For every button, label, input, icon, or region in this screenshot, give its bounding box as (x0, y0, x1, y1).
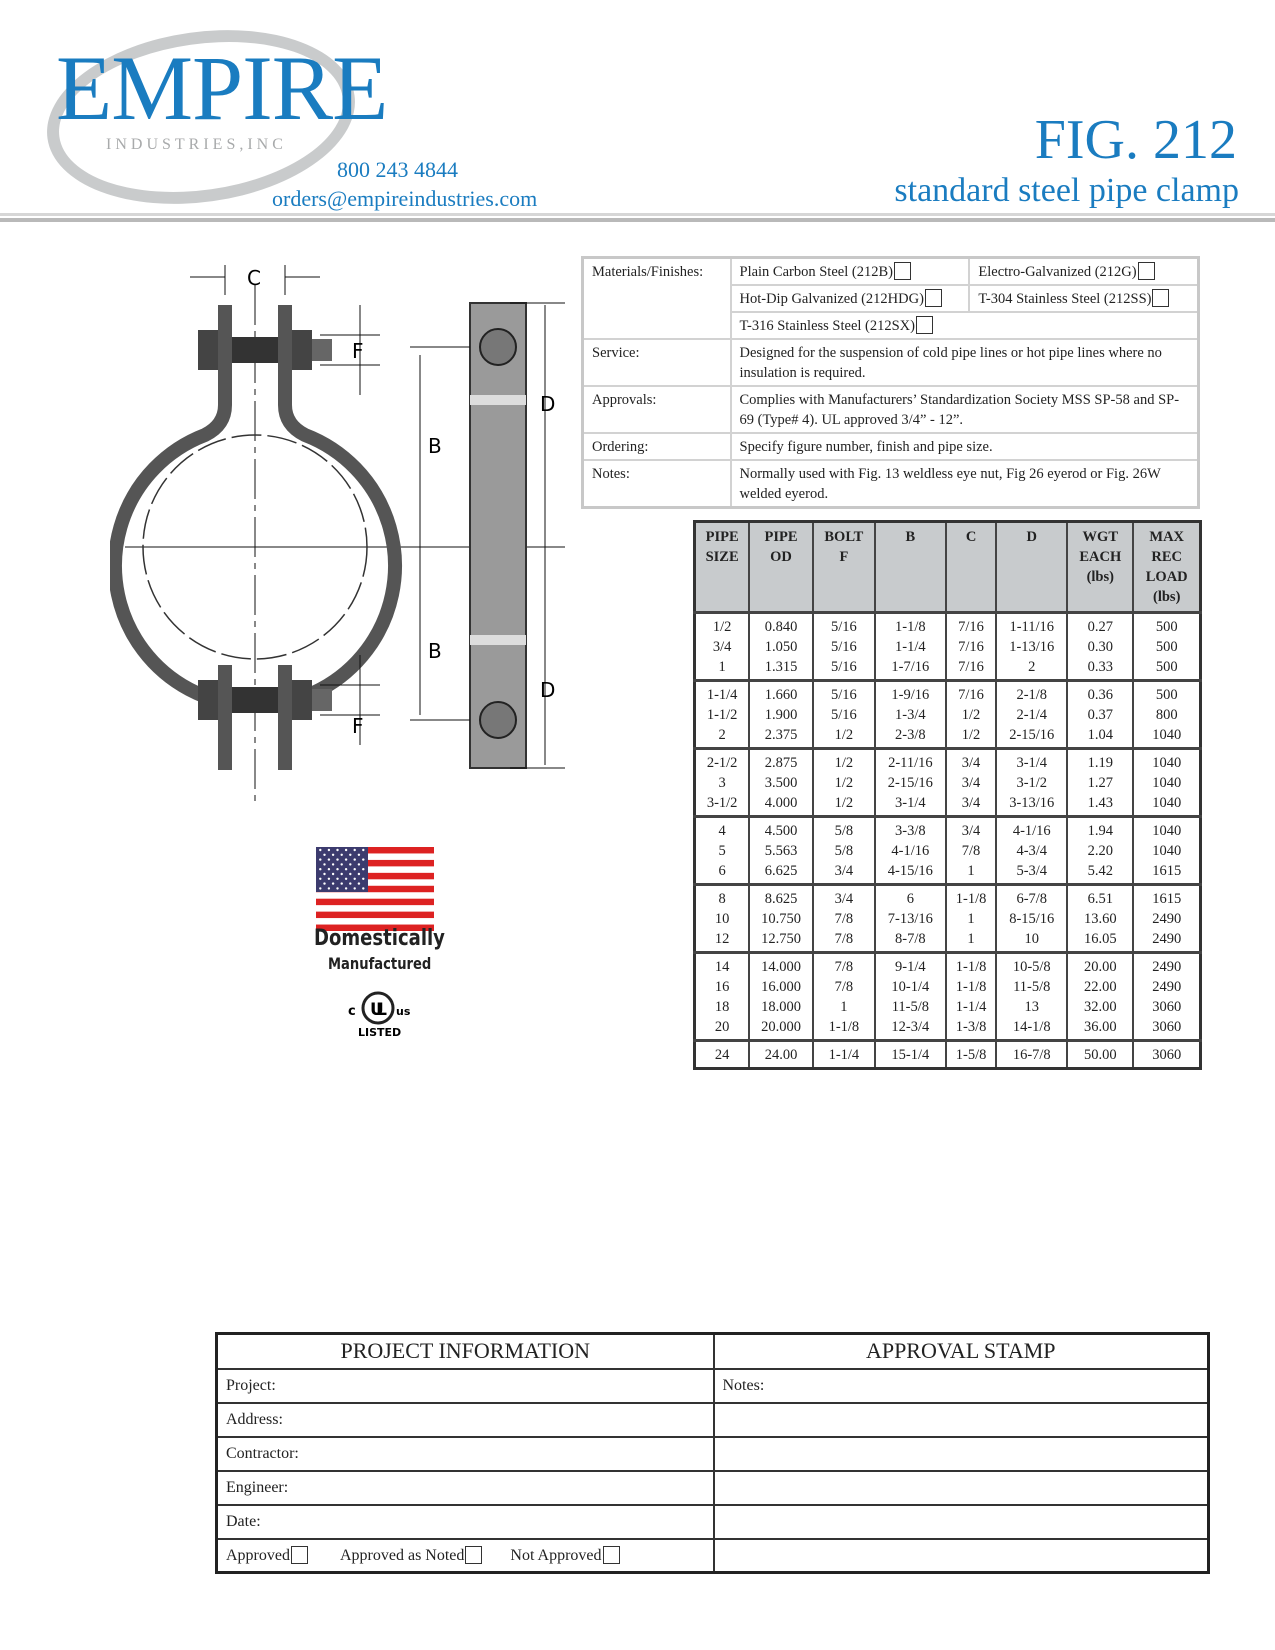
table-cell: 1/2 (946, 705, 997, 725)
table-cell: 1/2 (813, 725, 875, 749)
figure-number: FIG. 212 (1034, 109, 1237, 171)
column-header: PIPE OD (749, 522, 813, 613)
table-cell: 1-1/8 (946, 977, 997, 997)
table-cell: 2-15/16 (875, 773, 946, 793)
stamp-area (714, 1539, 1209, 1573)
table-cell: 24.00 (749, 1041, 813, 1069)
approved-label: Approved (226, 1546, 290, 1564)
approval-options (217, 1539, 714, 1573)
table-row (695, 725, 1201, 749)
table-cell: 5/8 (813, 817, 875, 842)
table-cell: 1615 (1133, 861, 1200, 885)
table-cell: 10 (695, 909, 750, 929)
table-cell: 13 (996, 997, 1067, 1017)
table-cell: 1-3/4 (875, 705, 946, 725)
table-cell: 2490 (1133, 953, 1200, 978)
table-cell: 5/16 (813, 705, 875, 725)
table-cell: 3-1/2 (996, 773, 1067, 793)
table-cell: 7/8 (813, 977, 875, 997)
table-row (695, 1017, 1201, 1041)
size-group (695, 613, 1201, 681)
table-cell: 5.563 (749, 841, 813, 861)
project-field[interactable]: Project: (217, 1369, 714, 1403)
address-field[interactable]: Address: (217, 1403, 714, 1437)
table-cell: 3-13/16 (996, 793, 1067, 817)
material-checkbox[interactable] (925, 289, 942, 307)
table-cell: 3/4 (946, 793, 997, 817)
spec-label: Approvals: (583, 386, 731, 433)
table-cell: 1.315 (749, 657, 813, 681)
table-cell: 2.875 (749, 749, 813, 774)
table-cell: 10-5/8 (996, 953, 1067, 978)
material-option: Plain Carbon Steel (212B) (739, 264, 893, 280)
table-cell: 7/8 (813, 929, 875, 953)
us-flag-icon (316, 847, 434, 931)
size-group (695, 817, 1201, 885)
table-cell: 3060 (1133, 1017, 1200, 1041)
table-cell: 1.27 (1067, 773, 1133, 793)
table-cell: 24 (695, 1041, 750, 1069)
table-cell: 3-1/2 (695, 793, 750, 817)
brand-logo: EMPIRE (56, 37, 388, 139)
table-cell: 1040 (1133, 773, 1200, 793)
table-cell: 2-1/8 (996, 681, 1067, 706)
domestic-label: Domestically (314, 926, 445, 951)
table-cell: 1 (813, 997, 875, 1017)
spec-value: Specify figure number, finish and pipe size. (731, 433, 1199, 460)
ul-listed-logo (345, 988, 415, 1040)
table-cell: 2-1/2 (695, 749, 750, 774)
table-cell: 14-1/8 (996, 1017, 1067, 1041)
table-cell: 18 (695, 997, 750, 1017)
ul-c: c (348, 1004, 356, 1019)
table-cell: 800 (1133, 705, 1200, 725)
ul-listed: LISTED (358, 1026, 402, 1039)
approved-as-noted-checkbox[interactable] (465, 1546, 482, 1564)
table-cell: 1 (695, 657, 750, 681)
table-row (695, 817, 1201, 842)
table-cell: 1-5/8 (946, 1041, 997, 1069)
engineer-field[interactable]: Engineer: (217, 1471, 714, 1505)
table-cell: 1/2 (695, 613, 750, 638)
table-cell: 7-13/16 (875, 909, 946, 929)
table-cell: 7/8 (813, 909, 875, 929)
dim-c-label: C (247, 266, 261, 290)
table-cell: 1040 (1133, 817, 1200, 842)
table-cell: 6 (695, 861, 750, 885)
column-header: PIPE SIZE (695, 522, 750, 613)
table-cell: 500 (1133, 657, 1200, 681)
not-approved-label: Not Approved (510, 1546, 602, 1564)
table-cell: 4-3/4 (996, 841, 1067, 861)
table-row (695, 773, 1201, 793)
table-cell: 0.30 (1067, 637, 1133, 657)
table-cell: 16 (695, 977, 750, 997)
table-cell: 5/16 (813, 657, 875, 681)
approval-stamp-title: APPROVAL STAMP (714, 1334, 1209, 1369)
table-cell: 2.20 (1067, 841, 1133, 861)
not-approved-checkbox[interactable] (603, 1546, 620, 1564)
table-cell: 1-1/8 (946, 953, 997, 978)
table-cell: 4.500 (749, 817, 813, 842)
table-cell: 1/2 (946, 725, 997, 749)
size-group (695, 885, 1201, 953)
table-cell: 3/4 (946, 817, 997, 842)
dimensions-table (693, 520, 1202, 1070)
table-row (695, 793, 1201, 817)
dim-f-label: F (352, 339, 364, 363)
table-cell: 4 (695, 817, 750, 842)
table-cell: 5/16 (813, 613, 875, 638)
spec-value: Complies with Manufacturers’ Standardization Society MSS SP-58 and SP-69 (Type# 4). UL approved 3/4” - 12”. (731, 386, 1199, 433)
material-checkbox[interactable] (1152, 289, 1169, 307)
table-row (695, 929, 1201, 953)
size-group (695, 1041, 1201, 1069)
table-cell: 1/2 (813, 793, 875, 817)
table-cell: 1-13/16 (996, 637, 1067, 657)
table-cell: 2 (695, 725, 750, 749)
table-cell: 0.36 (1067, 681, 1133, 706)
table-cell: 6.625 (749, 861, 813, 885)
table-cell: 1-1/8 (813, 1017, 875, 1041)
table-cell: 1.04 (1067, 725, 1133, 749)
table-cell: 1-1/8 (875, 613, 946, 638)
table-cell: 8-7/8 (875, 929, 946, 953)
header-rule (0, 218, 1275, 222)
table-cell: 0.27 (1067, 613, 1133, 638)
spec-label: Notes: (583, 460, 731, 508)
table-cell: 7/8 (813, 953, 875, 978)
stamp-area (714, 1505, 1209, 1539)
table-cell: 12.750 (749, 929, 813, 953)
table-row (695, 657, 1201, 681)
table-cell: 3/4 (813, 861, 875, 885)
table-cell: 2-15/16 (996, 725, 1067, 749)
spec-value: Designed for the suspension of cold pipe lines or hot pipe lines where no insulation is required. (731, 339, 1199, 386)
stamp-area (714, 1403, 1209, 1437)
table-cell: 1-1/2 (695, 705, 750, 725)
column-header: WGT EACH (lbs) (1067, 522, 1133, 613)
dim-b-label: B (428, 434, 442, 458)
table-cell: 7/16 (946, 657, 997, 681)
table-cell: 2-1/4 (996, 705, 1067, 725)
table-cell: 1-1/4 (813, 1041, 875, 1069)
table-cell: 1-1/8 (946, 885, 997, 910)
table-cell: 0.33 (1067, 657, 1133, 681)
table-row (695, 681, 1201, 706)
spec-value: Normally used with Fig. 13 weldless eye nut, Fig 26 eyerod or Fig. 26W welded eyerod. (731, 460, 1199, 508)
table-cell: 1-11/16 (996, 613, 1067, 638)
date-field[interactable]: Date: (217, 1505, 714, 1539)
table-cell: 7/8 (946, 841, 997, 861)
column-header: MAX REC LOAD (lbs) (1133, 522, 1200, 613)
table-cell: 8 (695, 885, 750, 910)
table-cell: 5-3/4 (996, 861, 1067, 885)
table-cell: 5/8 (813, 841, 875, 861)
table-cell: 4-1/16 (996, 817, 1067, 842)
table-cell: 10-1/4 (875, 977, 946, 997)
table-cell: 3/4 (946, 749, 997, 774)
table-cell: 14 (695, 953, 750, 978)
table-cell: 50.00 (1067, 1041, 1133, 1069)
table-cell: 16.000 (749, 977, 813, 997)
table-cell: 2490 (1133, 909, 1200, 929)
material-checkbox[interactable] (916, 316, 933, 334)
table-cell: 4-15/16 (875, 861, 946, 885)
table-cell: 0.37 (1067, 705, 1133, 725)
table-row (695, 885, 1201, 910)
table-cell: 5.42 (1067, 861, 1133, 885)
material-option: Hot-Dip Galvanized (212HDG) (739, 291, 924, 307)
table-cell: 15-1/4 (875, 1041, 946, 1069)
table-cell: 10 (996, 929, 1067, 953)
table-cell: 1.050 (749, 637, 813, 657)
table-cell: 1-9/16 (875, 681, 946, 706)
table-cell: 1-1/4 (946, 997, 997, 1017)
table-cell: 1.19 (1067, 749, 1133, 774)
table-cell: 1-1/4 (695, 681, 750, 706)
clamp-drawing (110, 265, 580, 815)
table-cell: 2-11/16 (875, 749, 946, 774)
table-cell: 1 (946, 909, 997, 929)
table-cell: 1/2 (813, 749, 875, 774)
approved-checkbox[interactable] (291, 1546, 308, 1564)
table-cell: 3-1/4 (996, 749, 1067, 774)
table-cell: 6.51 (1067, 885, 1133, 910)
table-row (695, 637, 1201, 657)
table-cell: 500 (1133, 681, 1200, 706)
table-cell: 7/16 (946, 613, 997, 638)
table-row (695, 705, 1201, 725)
table-cell: 3/4 (695, 637, 750, 657)
column-header: BOLT F (813, 522, 875, 613)
table-cell: 5 (695, 841, 750, 861)
email-address[interactable]: orders@empireindustries.com (272, 186, 538, 211)
table-cell: 8.625 (749, 885, 813, 910)
table-cell: 13.60 (1067, 909, 1133, 929)
table-cell: 2-3/8 (875, 725, 946, 749)
table-row (695, 841, 1201, 861)
table-row (695, 861, 1201, 885)
table-cell: 9-1/4 (875, 953, 946, 978)
table-cell: 20.00 (1067, 953, 1133, 978)
approved-as-noted-label: Approved as Noted (339, 1546, 465, 1564)
spec-label: Service: (583, 339, 731, 386)
contractor-field[interactable]: Contractor: (217, 1437, 714, 1471)
size-group (695, 749, 1201, 817)
table-cell: 16-7/8 (996, 1041, 1067, 1069)
table-cell: 2490 (1133, 977, 1200, 997)
table-cell: 11-5/8 (875, 997, 946, 1017)
table-cell: 3.500 (749, 773, 813, 793)
table-cell: 18.000 (749, 997, 813, 1017)
table-cell: 1040 (1133, 749, 1200, 774)
column-header: C (946, 522, 997, 613)
table-cell: 3 (695, 773, 750, 793)
table-cell: 1.660 (749, 681, 813, 706)
project-info-title: PROJECT INFORMATION (217, 1334, 714, 1369)
table-cell: 1.43 (1067, 793, 1133, 817)
table-cell: 5/16 (813, 637, 875, 657)
table-cell: 1.900 (749, 705, 813, 725)
table-cell: 1.94 (1067, 817, 1133, 842)
ul-us: us (396, 1005, 411, 1018)
specifications-table (581, 256, 1200, 509)
header-rule (0, 213, 1275, 216)
dim-b-label: B (428, 639, 442, 663)
table-row (695, 977, 1201, 997)
stamp-area (714, 1437, 1209, 1471)
table-cell: 1/2 (813, 773, 875, 793)
table-cell: 3-1/4 (875, 793, 946, 817)
material-option: Electro-Galvanized (212G) (978, 264, 1137, 280)
phone-number: 800 243 4844 (337, 157, 458, 182)
table-row (695, 909, 1201, 929)
table-cell: 7/16 (946, 681, 997, 706)
column-header: B (875, 522, 946, 613)
table-cell: 1-3/8 (946, 1017, 997, 1041)
table-cell: 7/16 (946, 637, 997, 657)
table-cell: 12 (695, 929, 750, 953)
table-cell: 3060 (1133, 1041, 1200, 1069)
table-cell: 10.750 (749, 909, 813, 929)
table-row (695, 1041, 1201, 1069)
table-cell: 500 (1133, 637, 1200, 657)
table-row (695, 997, 1201, 1017)
material-option: T-304 Stainless Steel (212SS) (978, 291, 1152, 307)
spec-label: Ordering: (583, 433, 731, 460)
table-cell: 3/4 (946, 773, 997, 793)
table-cell: 500 (1133, 613, 1200, 638)
dim-d-label: D (540, 392, 556, 416)
brand-subtitle: INDUSTRIES,INC (106, 136, 287, 153)
table-cell: 2490 (1133, 929, 1200, 953)
table-cell: 22.00 (1067, 977, 1133, 997)
table-cell: 1 (946, 929, 997, 953)
table-cell: 8-15/16 (996, 909, 1067, 929)
table-cell: 6-7/8 (996, 885, 1067, 910)
table-cell: 2 (996, 657, 1067, 681)
table-cell: 14.000 (749, 953, 813, 978)
table-cell: 20 (695, 1017, 750, 1041)
table-cell: 1-7/16 (875, 657, 946, 681)
table-cell: 36.00 (1067, 1017, 1133, 1041)
table-cell: 1-1/4 (875, 637, 946, 657)
table-cell: 0.840 (749, 613, 813, 638)
notes-field[interactable]: Notes: (714, 1369, 1209, 1403)
table-cell: 1040 (1133, 793, 1200, 817)
table-cell: 2.375 (749, 725, 813, 749)
table-cell: 3060 (1133, 997, 1200, 1017)
table-cell: 12-3/4 (875, 1017, 946, 1041)
table-cell: 5/16 (813, 681, 875, 706)
dim-f-label: F (352, 714, 364, 738)
materials-label: Materials/Finishes: (583, 258, 731, 340)
product-title: standard steel pipe clamp (894, 172, 1239, 209)
material-checkbox[interactable] (894, 262, 911, 280)
table-row (695, 749, 1201, 774)
project-info-form (215, 1332, 1210, 1574)
table-cell: 11-5/8 (996, 977, 1067, 997)
table-cell: 32.00 (1067, 997, 1133, 1017)
size-group (695, 953, 1201, 1041)
table-cell: 16.05 (1067, 929, 1133, 953)
column-header: D (996, 522, 1067, 613)
stamp-area (714, 1471, 1209, 1505)
material-checkbox[interactable] (1138, 262, 1155, 280)
table-cell: 1040 (1133, 841, 1200, 861)
domestic-label: Manufactured (328, 954, 432, 973)
table-row (695, 953, 1201, 978)
table-cell: 4-1/16 (875, 841, 946, 861)
table-cell: 4.000 (749, 793, 813, 817)
table-cell: 1040 (1133, 725, 1200, 749)
ul-mark: UL (370, 1000, 387, 1020)
size-group (695, 681, 1201, 749)
table-cell: 3/4 (813, 885, 875, 910)
table-cell: 1 (946, 861, 997, 885)
table-cell: 6 (875, 885, 946, 910)
table-cell: 20.000 (749, 1017, 813, 1041)
material-option: T-316 Stainless Steel (212SX) (739, 318, 915, 334)
dim-d-label: D (540, 678, 556, 702)
table-cell: 1615 (1133, 885, 1200, 910)
table-row (695, 613, 1201, 638)
table-cell: 3-3/8 (875, 817, 946, 842)
